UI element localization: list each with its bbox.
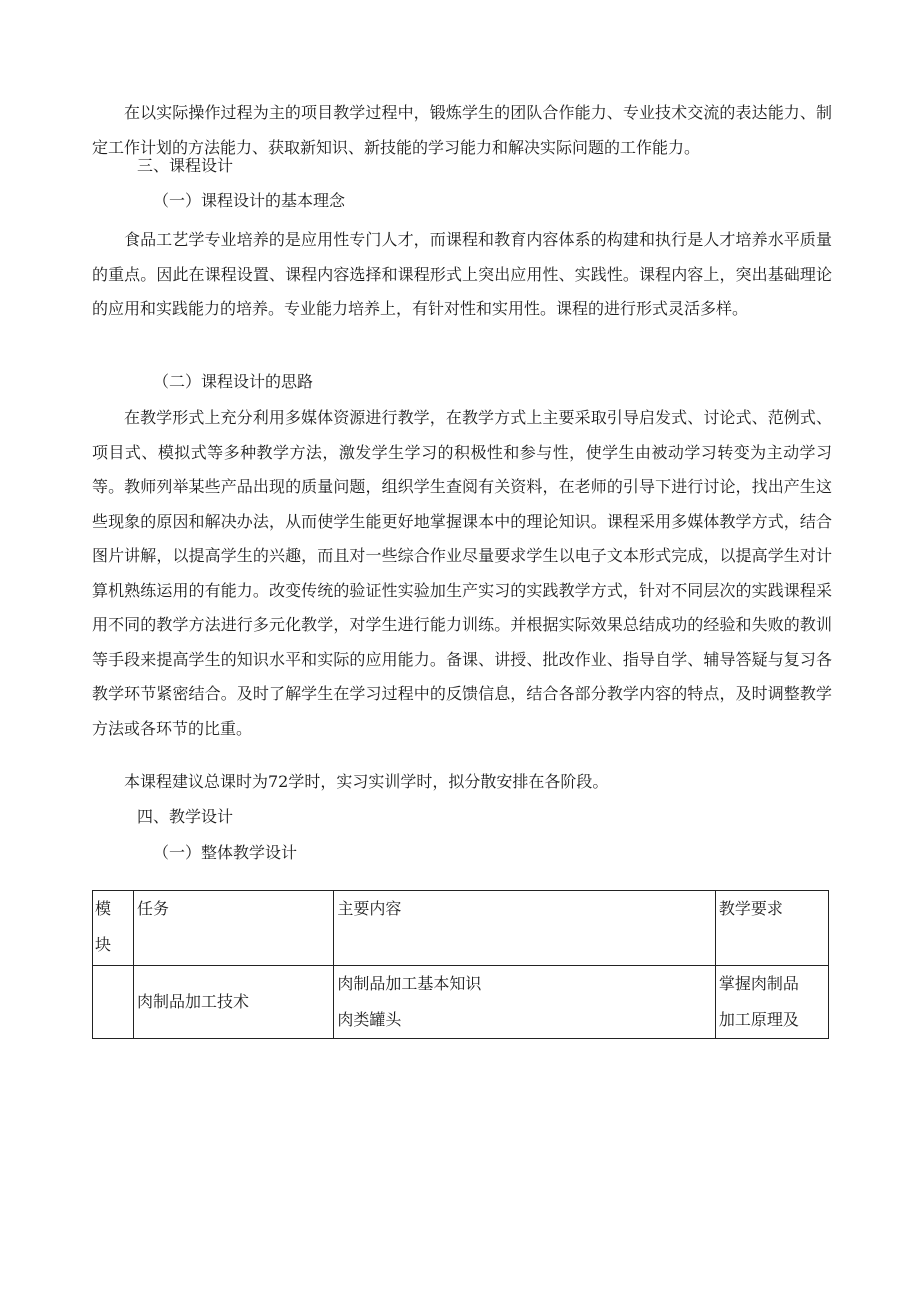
header-requirement: 教学要求 (715, 891, 828, 966)
subheading-overall-design: （一）整体教学设计 (153, 843, 298, 862)
table-header-row (93, 891, 829, 966)
cell-task: 肉制品加工技术 (134, 966, 334, 1039)
cell-content (334, 966, 716, 1039)
subheading-basic-concept: （一）课程设计的基本理念 (153, 191, 346, 210)
cell-requirement (715, 966, 828, 1039)
section-heading-course-design: 三、课程设计 (137, 156, 234, 175)
content-item: 肉制品加工基本知识 (337, 974, 482, 993)
header-content: 主要内容 (334, 891, 716, 966)
hours-paragraph-block (92, 765, 832, 800)
subheading-design-approach: （二）课程设计的思路 (153, 372, 314, 391)
approach-paragraph: 在教学形式上充分利用多媒体资源进行教学，在教学方式上主要采取引导启发式、讨论式、范例式、项目式、模拟式等多种教学方法，激发学生学习的积极性和参与性，使学生由被动学习转变为主动学习等。教师列举某些产品出现的质量问题，组织学生查阅有关资料，在老师的引导下进行讨论，找出产生这些现象的原因和解决办法，从而使学生能更好地掌握课本中的理论知识。课程采用多媒体教学方式，结合图片讲解，以提高学生的兴趣，而且对一些综合作业尽量要求学生以电子文本形式完成，以提高学生对计算机熟练运用的有能力。改变传统的验证性实验加生产实习的实践教学方式，针对不同层次的实践课程采用不同的教学方法进行多元化教学，对学生进行能力训练。并根据实际效果总结成功的经验和失败的教训等手段来提高学生的知识水平和实际的应用能力。备课、讲授、批改作业、指导自学、辅导答疑与复习各教学环节紧密结合。及时了解学生在学习过程中的反馈信息，结合各部分教学内容的特点，及时调整教学方法或各环节的比重。 (92, 408, 832, 738)
requirement-line: 掌握肉制品 (718, 974, 799, 993)
teaching-design-table (92, 890, 829, 1039)
requirement-line: 加工原理及 (718, 1010, 799, 1029)
hours-paragraph: 本课程建议总课时为72学时，实习实训学时，拟分散安排在各阶段。 (124, 772, 609, 791)
approach-paragraph-block (92, 401, 832, 746)
cell-module (93, 966, 134, 1039)
header-task: 任务 (134, 891, 334, 966)
concept-paragraph-block (92, 223, 832, 327)
header-module: 模 块 (93, 891, 134, 966)
content-item: 肉类罐头 (337, 1010, 402, 1029)
section-heading-teaching-design: 四、教学设计 (137, 807, 234, 826)
concept-paragraph: 食品工艺学专业培养的是应用性专门人才，而课程和教育内容体系的构建和执行是人才培养水平质量的重点。因此在课程设置、课程内容选择和课程形式上突出应用性、实践性。课程内容上，突出基础理论的应用和实践能力的培养。专业能力培养上，有针对性和实用性。课程的进行形式灵活多样。 (92, 230, 832, 318)
intro-paragraph: 在以实际操作过程为主的项目教学过程中，锻炼学生的团队合作能力、专业技术交流的表达能力、制定工作计划的方法能力、获取新知识、新技能的学习能力和解决实际问题的工作能力。 (92, 103, 832, 157)
table-row (93, 966, 829, 1039)
